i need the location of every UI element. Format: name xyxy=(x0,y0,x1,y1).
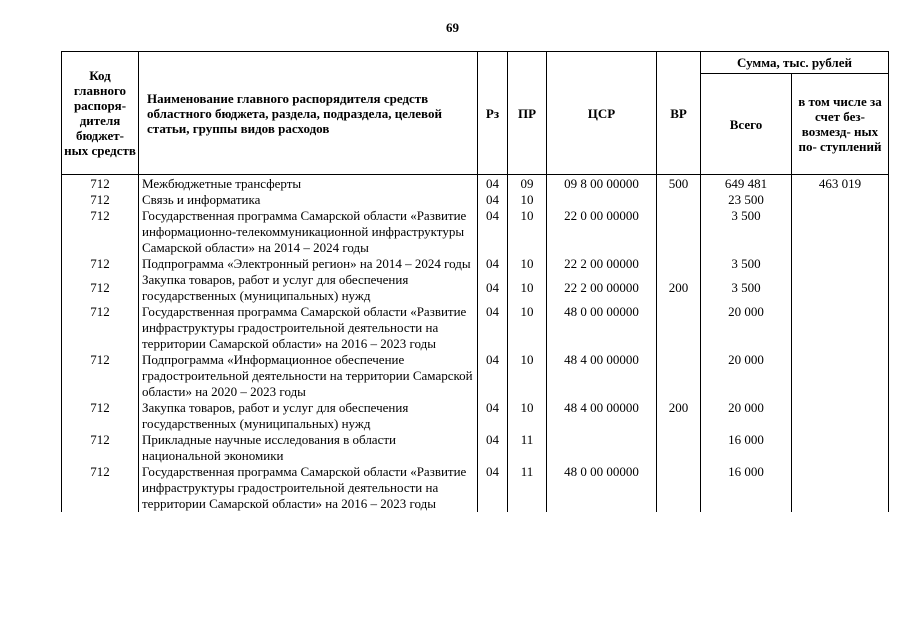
cell-kod: 712 xyxy=(62,400,139,432)
cell-csr xyxy=(547,192,657,208)
cell-rz: 04 xyxy=(478,272,508,304)
cell-name: Государственная программа Самарской области «Развитие инфраструктуры градостроительной деятельности на территории Самарской области» на 2016 – 2023 годы xyxy=(139,304,478,352)
header-vr: ВР xyxy=(657,52,701,175)
cell-kod: 712 xyxy=(62,272,139,304)
cell-vr xyxy=(657,192,701,208)
cell-vtch xyxy=(792,208,889,256)
cell-vr: 200 xyxy=(657,400,701,432)
header-vtch: в том числе за счет без- возмезд- ных по- ступлений xyxy=(792,74,889,175)
cell-rz: 04 xyxy=(478,432,508,464)
cell-vsego: 3 500 xyxy=(701,256,792,272)
cell-vtch xyxy=(792,256,889,272)
header-pr: ПР xyxy=(508,52,547,175)
cell-pr: 10 xyxy=(508,272,547,304)
cell-pr: 11 xyxy=(508,464,547,512)
cell-vtch xyxy=(792,432,889,464)
table-row xyxy=(62,352,889,400)
cell-vtch xyxy=(792,464,889,512)
cell-name: Прикладные научные исследования в области национальной экономики xyxy=(139,432,478,464)
cell-pr: 10 xyxy=(508,352,547,400)
cell-csr: 48 4 00 00000 xyxy=(547,400,657,432)
cell-csr: 48 0 00 00000 xyxy=(547,464,657,512)
cell-csr: 22 2 00 00000 xyxy=(547,256,657,272)
cell-vtch xyxy=(792,272,889,304)
cell-vsego: 20 000 xyxy=(701,400,792,432)
cell-vr xyxy=(657,304,701,352)
cell-csr: 48 4 00 00000 xyxy=(547,352,657,400)
cell-kod: 712 xyxy=(62,464,139,512)
table-row xyxy=(62,192,889,208)
cell-csr: 22 0 00 00000 xyxy=(547,208,657,256)
cell-kod: 712 xyxy=(62,175,139,193)
cell-rz: 04 xyxy=(478,304,508,352)
cell-vr xyxy=(657,256,701,272)
cell-name: Закупка товаров, работ и услуг для обеспечения государственных (муниципальных) нужд xyxy=(139,272,478,304)
header-rz: Рз xyxy=(478,52,508,175)
cell-pr: 10 xyxy=(508,400,547,432)
cell-vr xyxy=(657,464,701,512)
cell-csr: 48 0 00 00000 xyxy=(547,304,657,352)
cell-name: Государственная программа Самарской области «Развитие информационно-телекоммуникационной инфраструктуры Самарской области» на 2014 – 2024 годы xyxy=(139,208,478,256)
cell-rz: 04 xyxy=(478,352,508,400)
cell-csr: 09 8 00 00000 xyxy=(547,175,657,193)
table-row xyxy=(62,304,889,352)
cell-vsego: 16 000 xyxy=(701,432,792,464)
cell-pr: 10 xyxy=(508,208,547,256)
cell-csr: 22 2 00 00000 xyxy=(547,272,657,304)
cell-vtch xyxy=(792,400,889,432)
cell-kod: 712 xyxy=(62,192,139,208)
cell-rz: 04 xyxy=(478,400,508,432)
header-csr: ЦСР xyxy=(547,52,657,175)
cell-vtch xyxy=(792,192,889,208)
cell-vsego: 3 500 xyxy=(701,208,792,256)
budget-table xyxy=(61,51,889,512)
table-row xyxy=(62,208,889,256)
cell-csr xyxy=(547,432,657,464)
cell-vsego: 20 000 xyxy=(701,304,792,352)
cell-rz: 04 xyxy=(478,256,508,272)
cell-vsego: 649 481 xyxy=(701,175,792,193)
cell-name: Связь и информатика xyxy=(139,192,478,208)
cell-vr xyxy=(657,208,701,256)
header-name: Наименование главного распорядителя средств областного бюджета, раздела, подраздела, целевой статьи, группы видов расходов xyxy=(139,52,478,175)
cell-vsego: 23 500 xyxy=(701,192,792,208)
cell-name: Закупка товаров, работ и услуг для обеспечения государственных (муниципальных) нужд xyxy=(139,400,478,432)
cell-pr: 10 xyxy=(508,192,547,208)
cell-vr xyxy=(657,432,701,464)
cell-pr: 11 xyxy=(508,432,547,464)
page-number: 69 xyxy=(446,20,459,35)
cell-vsego: 3 500 xyxy=(701,272,792,304)
table-row xyxy=(62,175,889,193)
cell-rz: 04 xyxy=(478,175,508,193)
cell-vtch: 463 019 xyxy=(792,175,889,193)
cell-kod: 712 xyxy=(62,432,139,464)
header-kod: Код главного распоря- дителя бюджет- ных средств xyxy=(62,52,139,175)
cell-vsego: 16 000 xyxy=(701,464,792,512)
cell-name: Подпрограмма «Информационное обеспечение градостроительной деятельности на территории Самарской области» на 2020 – 2023 годы xyxy=(139,352,478,400)
cell-rz: 04 xyxy=(478,464,508,512)
table-row xyxy=(62,256,889,272)
cell-pr: 10 xyxy=(508,304,547,352)
cell-rz: 04 xyxy=(478,208,508,256)
cell-pr: 09 xyxy=(508,175,547,193)
cell-kod: 712 xyxy=(62,304,139,352)
table-row xyxy=(62,464,889,512)
cell-vtch xyxy=(792,304,889,352)
cell-vtch xyxy=(792,352,889,400)
table-row xyxy=(62,400,889,432)
cell-name: Государственная программа Самарской области «Развитие инфраструктуры градостроительной деятельности на территории Самарской области» на 2016 – 2023 годы xyxy=(139,464,478,512)
cell-rz: 04 xyxy=(478,192,508,208)
cell-vsego: 20 000 xyxy=(701,352,792,400)
cell-name: Подпрограмма «Электронный регион» на 2014 – 2024 годы xyxy=(139,256,478,272)
cell-kod: 712 xyxy=(62,208,139,256)
header-vsego: Всего xyxy=(701,74,792,175)
header-summa: Сумма, тыс. рублей xyxy=(701,52,889,74)
table-row xyxy=(62,272,889,304)
table-row xyxy=(62,432,889,464)
cell-kod: 712 xyxy=(62,352,139,400)
cell-vr: 200 xyxy=(657,272,701,304)
cell-pr: 10 xyxy=(508,256,547,272)
cell-vr: 500 xyxy=(657,175,701,193)
cell-kod: 712 xyxy=(62,256,139,272)
cell-vr xyxy=(657,352,701,400)
cell-name: Межбюджетные трансферты xyxy=(139,175,478,193)
